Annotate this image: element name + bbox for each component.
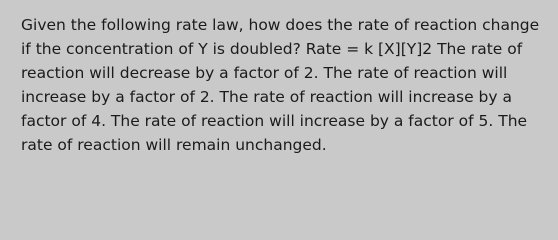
question-text: Given the following rate law, how does the rate of reaction change if the concentration of Y is doubled? Rate = k [X][Y]2 The rate of reaction will decrease by a factor of 2. The rate of reaction will increase by a factor of 2. The rate of reaction will increase by a factor of 4. The rate of reaction will increase by a factor of 5. The rate of reaction will remain unchanged. [21,16,540,154]
